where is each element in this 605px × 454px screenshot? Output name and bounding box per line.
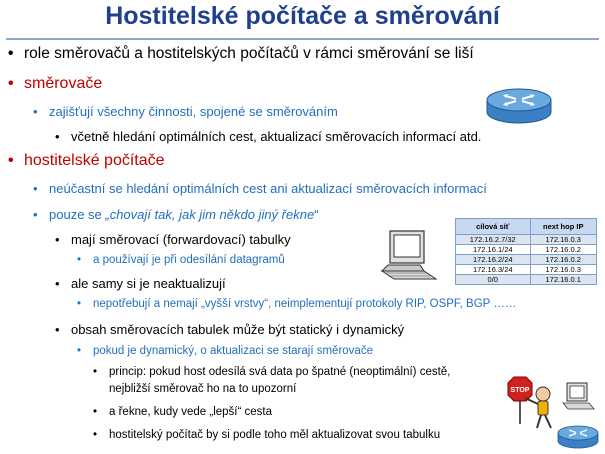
bullet-icon: • xyxy=(8,45,14,62)
bullet-routers-tasks xyxy=(33,104,338,119)
bullet-better-path xyxy=(93,406,272,418)
bullet-table-static-dynamic xyxy=(55,322,404,337)
bullet-icon: • xyxy=(33,181,38,196)
bullet-icon: • xyxy=(77,254,82,266)
bullet-text: nepotřebují a nemají „vyšší vrstvy“, neimplementují protokoly RIP, OSPF, BGP …… xyxy=(93,298,517,310)
title-divider xyxy=(6,38,599,40)
table-cell: 172.16.0.2 xyxy=(530,245,597,255)
table-cell: 172.16.2.7/32 xyxy=(456,235,531,245)
table-cell: 172.16.2/24 xyxy=(456,255,531,265)
bullet-hosts-no-higher-layers xyxy=(77,298,516,310)
bullet-dynamic-routers xyxy=(77,345,373,357)
router-icon xyxy=(484,86,554,126)
table-cell: 172.16.1/24 xyxy=(456,245,531,255)
bullet-icon: • xyxy=(33,207,38,222)
table-header-row xyxy=(456,219,597,235)
bullet-icon: • xyxy=(55,322,60,337)
small-router-icon xyxy=(556,424,600,450)
bullet-text: zajišťují všechny činnosti, spojené se směrováním xyxy=(49,104,338,119)
bullet-text: princip: pokud host odesílá svá data po špatné (neoptimální) cestě, xyxy=(109,366,451,378)
bullet-text: hostitelský počítač by si podle toho měl aktualizovat svou tabulku xyxy=(109,429,441,441)
column-header-next-hop: next hop IP xyxy=(530,219,597,235)
bullet-icon: • xyxy=(77,298,82,310)
bullet-hosts-no-routing xyxy=(33,181,487,196)
bullet-icon: • xyxy=(77,345,82,357)
bullet-icon: • xyxy=(93,406,98,418)
bullet-text: ale samy si je neaktualizují xyxy=(71,276,226,291)
table-cell: 172.16.3/24 xyxy=(456,265,531,275)
table-row xyxy=(456,245,597,255)
bullet-text: pokud je dynamický, o aktualizaci se starají směrovače xyxy=(93,345,373,357)
table-row xyxy=(456,235,597,245)
table-row xyxy=(456,265,597,275)
bullet-text: a používají je při odesílání datagramů xyxy=(93,254,285,266)
bullet-routers-including xyxy=(55,129,481,144)
bullet-prefix: pouze se xyxy=(49,207,106,222)
bullet-hosts-use-tables xyxy=(77,254,285,266)
computer-icon xyxy=(374,227,444,283)
stop-sign-figure-icon xyxy=(505,374,563,432)
bullet-principle xyxy=(93,366,450,378)
bullet-icon: • xyxy=(55,129,60,144)
bullet-text: mají směrovací (forwardovací) tabulky xyxy=(71,232,291,247)
small-computer-icon xyxy=(561,381,595,411)
table-cell: 172.16.0.1 xyxy=(530,275,597,285)
bullet-host-update xyxy=(93,429,440,441)
bullet-quote: „chovají tak, jak jim někdo jiný řekne xyxy=(105,207,315,222)
bullet-icon: • xyxy=(93,429,98,441)
bullet-icon: • xyxy=(33,104,38,119)
column-header-destination: cílová síť xyxy=(456,219,531,235)
table-cell: 0/0 xyxy=(456,275,531,285)
bullet-text: neúčastní se hledání optimálních cest ani aktualizací směrovacích informací xyxy=(49,181,487,196)
bullet-text: včetně hledání optimálních cest, aktualizací směrovacích informací atd. xyxy=(71,129,482,144)
bullet-hosts-behave xyxy=(33,207,319,222)
stop-sign-text: STOP xyxy=(510,387,530,394)
bullet-icon: • xyxy=(93,366,98,378)
bullet-icon: • xyxy=(55,276,60,291)
bullet-routers-hosts-roles xyxy=(8,45,474,63)
bullet-text: a řekne, kudy vede „lepší“ cesta xyxy=(109,406,272,418)
routing-table xyxy=(455,218,597,285)
table-cell: 172.16.0.2 xyxy=(530,255,597,265)
bullet-text: nejbližší směrovač ho na to upozorní xyxy=(109,383,297,395)
table-cell: 172.16.0.3 xyxy=(530,235,597,245)
bullet-icon: • xyxy=(8,152,14,169)
bullet-hosts xyxy=(8,152,165,170)
table-row xyxy=(456,255,597,265)
bullet-hosts-not-update xyxy=(55,276,226,291)
bullet-routers xyxy=(8,75,102,93)
bullet-icon: • xyxy=(8,75,14,92)
bullet-hosts-have-tables xyxy=(55,232,291,247)
table-cell: 172.16.0.3 xyxy=(530,265,597,275)
table-row xyxy=(456,275,597,285)
bullet-icon: • xyxy=(55,232,60,247)
bullet-text: hostitelské počítače xyxy=(24,152,165,169)
bullet-principle-cont xyxy=(109,383,296,395)
bullet-suffix: “ xyxy=(314,207,319,222)
bullet-text: role směrovačů a hostitelských počítačů v rámci směrování se liší xyxy=(24,45,474,62)
slide-title: Hostitelské počítače a směrování xyxy=(105,2,500,30)
bullet-text: obsah směrovacích tabulek může být statický i dynamický xyxy=(71,322,405,337)
bullet-text: směrovače xyxy=(24,75,103,92)
